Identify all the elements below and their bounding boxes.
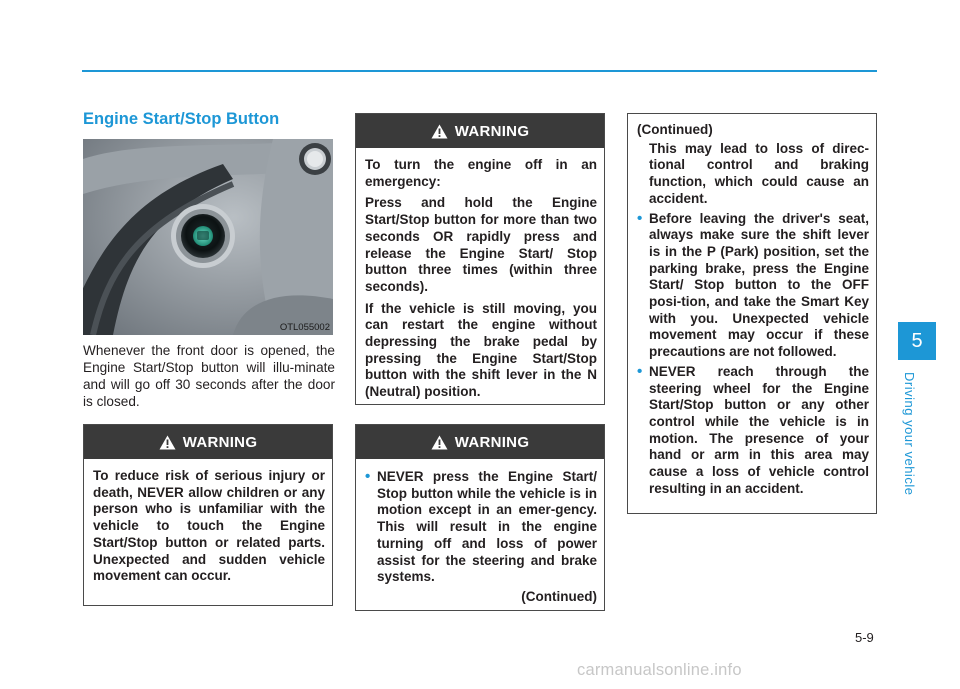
continued-label: (Continued) xyxy=(637,122,713,137)
warning-header xyxy=(356,114,604,148)
top-rule xyxy=(82,70,877,72)
watermark: carmanualsonline.info xyxy=(577,661,742,679)
bullet-dot-icon: • xyxy=(637,209,643,227)
dashboard-illustration xyxy=(83,139,333,335)
warning-header xyxy=(356,425,604,459)
warning-title: WARNING xyxy=(454,433,530,451)
warning-box-emergency xyxy=(355,113,605,405)
list-item xyxy=(365,469,597,586)
chapter-tab[interactable]: 5 xyxy=(898,322,936,360)
list-item xyxy=(637,364,869,498)
warning-box-children xyxy=(83,424,333,606)
chapter-title: Driving your vehicle xyxy=(902,372,917,496)
continued-label: (Continued) xyxy=(521,588,597,604)
emergency-restart: If the vehicle is still moving, you can restart the engine without depressing the brake pedal by pressing the Engine Start/Stop button with the shift lever in the N (Neutral) position. xyxy=(365,300,597,400)
warning-box-continued xyxy=(627,113,877,514)
warning-triangle-icon xyxy=(431,435,448,450)
warning-triangle-icon xyxy=(431,124,448,139)
warning-box-in-motion xyxy=(355,424,605,611)
bullet-text: Before leaving the driver's seat, always make sure the shift lever is in the P (Park) position, set the parking brake, press the Engine Start/ Stop button to the OFF posi-tion, and take the Smart Key with you. Unexpected vehicle movement may occur if these precautions are not followed. xyxy=(649,210,869,360)
warning-title: WARNING xyxy=(454,122,530,140)
image-code: OTL055002 xyxy=(279,322,330,333)
emergency-intro: To turn the engine off in an emergency: xyxy=(365,157,597,189)
bullet-text: NEVER reach through the steering wheel for the Engine Start/Stop button or any other control while the vehicle is in motion. The presence of your hand or arm in this area may cause a loss of vehicle control resulting in an accident. xyxy=(649,363,869,496)
warning-triangle-icon xyxy=(159,435,176,450)
bullet-text: NEVER press the Engine Start/ Stop button while the vehicle is in motion except in an emer-gency. This will result in the engine turning off and loss of power assist for the steering and brake systems. xyxy=(377,469,597,585)
intro-paragraph: Whenever the front door is opened, the Engine Start/Stop button will illu-minate and will go off 30 seconds after the door is closed. xyxy=(83,343,335,409)
warning-header xyxy=(84,425,332,459)
bullet-dot-icon: • xyxy=(365,468,371,485)
page-number: 5-9 xyxy=(855,630,874,645)
section-title: Engine Start/Stop Button xyxy=(83,110,280,128)
bullet-dot-icon: • xyxy=(637,362,643,380)
list-item xyxy=(637,211,869,361)
engine-start-button-photo xyxy=(83,139,333,335)
warning-text: To reduce risk of serious injury or death, NEVER allow children or any person who is unfamiliar with the vehicle to touch the Engine Start/Stop button or related parts. Unexpected and sudden vehicle movement can occur. xyxy=(93,468,325,584)
emergency-press-hold: Press and hold the Engine Start/Stop button for more than two seconds OR rapidly press and release the Engine Start/ Stop button three times (within three seconds). xyxy=(365,195,597,294)
continued-text: This may lead to loss of direc-tional control and braking function, which could cause an accident. xyxy=(649,140,869,206)
warning-title: WARNING xyxy=(182,433,258,451)
